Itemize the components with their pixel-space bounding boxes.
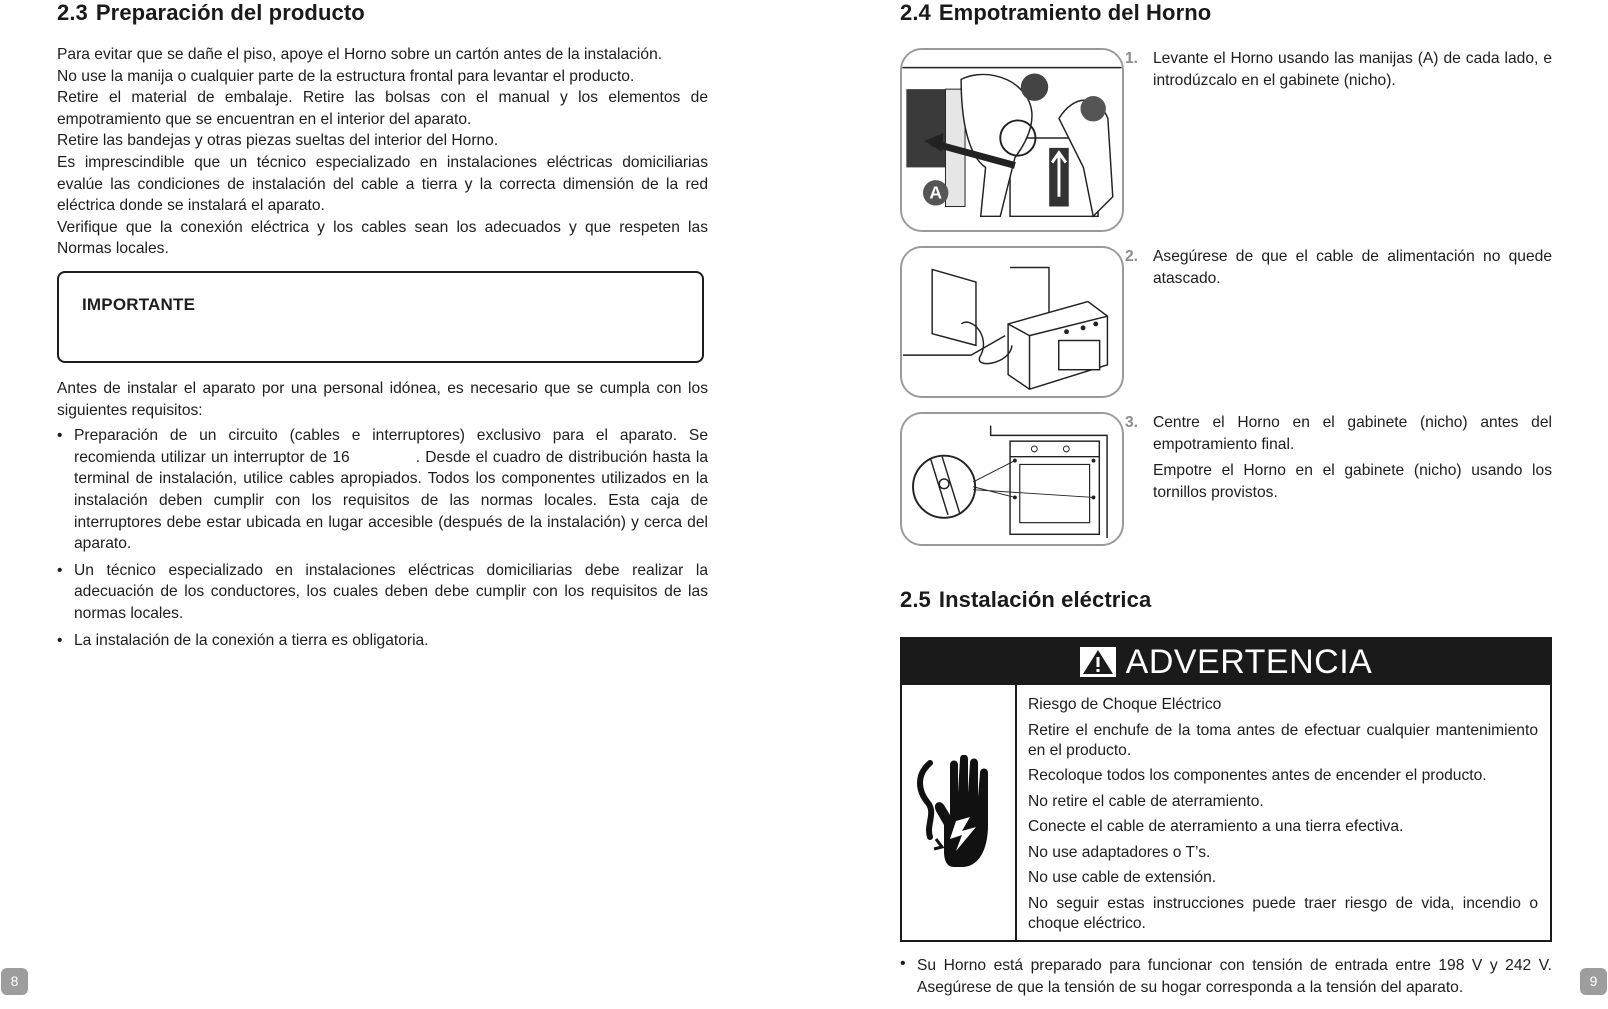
intro-paragraph: Para evitar que se dañe el piso, apoye el Horno sobre un cartón antes de la instalación. bbox=[57, 46, 663, 63]
electric-shock-hand-icon bbox=[912, 755, 1002, 873]
step-instruction: Levante el Horno usando las manijas (A) de cada lado, e introdúzcalo en el gabinete (nicho). bbox=[1153, 50, 1552, 89]
important-title: IMPORTANTE bbox=[82, 295, 196, 314]
voltage-note bbox=[900, 955, 1552, 998]
intro-paragraph: Retire las bandejas y otras piezas sueltas del interior del Horno. bbox=[57, 132, 499, 150]
page-number-left: 8 bbox=[1, 968, 28, 995]
step-number: 1. bbox=[1125, 50, 1139, 67]
step-instruction: Asegúrese de que el cable de alimentación no quede atascado. bbox=[1153, 248, 1552, 287]
bullet-text: Un técnico especializado en instalaciones eléctricas domiciliarias debe realizar la adecuación de los conductores, los cuales deben debe cumplir con los requisitos de las normas locales. bbox=[74, 561, 708, 622]
intro-paragraph: Verifique que la conexión eléctrica y los cables sean los adecuados y que respeten las Normas locales. bbox=[57, 218, 708, 258]
list-item bbox=[57, 630, 708, 652]
right-page bbox=[900, 0, 1552, 996]
requirements-intro: Antes de instalar el aparato por una personal idónea, es necesario que se cumpla con los siguientes requisitos: bbox=[57, 380, 708, 419]
important-box bbox=[57, 271, 704, 363]
bullet-text-cont: . Desde el cuadro de distribución hasta la terminal de instalación, utilice cables apropiados. Todos los componentes utilizados en la instalación deben cumplir con los requisitos de las normas locales. Esta caja de interruptores debe estar ubicada en lugar accesible (después de la instalación) y cerca del aparato. bbox=[74, 448, 708, 553]
warning-line: Retire el enchufe de la toma antes de efectuar cualquier mantenimiento en el producto. bbox=[1028, 721, 1538, 759]
list-item bbox=[57, 425, 708, 555]
step-number: 3. bbox=[1125, 414, 1139, 431]
step-instruction-extra: Empotre el Horno en el gabinete (nicho) usando los tornillos provistos. bbox=[1153, 462, 1552, 501]
intro-paragraph: Es imprescindible que un técnico especializado en instalaciones eléctricas domiciliarias evalúe las condiciones de instalación del cable a tierra y la correcta dimensión de la red eléctrica donde se instalará el aparato. bbox=[57, 153, 708, 215]
step-instruction: Centre el Horno en el gabinete (nicho) antes del empotramiento final. bbox=[1153, 414, 1552, 453]
power-cable-drawing bbox=[902, 248, 1122, 396]
bullet-text: Preparación de un circuito (cables e interruptores) exclusivo para el aparato. Se recomienda utilizar un interruptor de 16 bbox=[74, 427, 708, 466]
intro-text bbox=[57, 44, 708, 260]
bullet: • bbox=[57, 427, 63, 445]
step-text bbox=[1125, 412, 1552, 508]
handle-label: A bbox=[929, 182, 943, 203]
warning-line: Riesgo de Choque Eléctrico bbox=[1028, 696, 1222, 713]
illustration-lift-oven bbox=[900, 48, 1124, 232]
warning-box bbox=[900, 637, 1552, 942]
left-page bbox=[57, 0, 708, 649]
page-number-right: 9 bbox=[1580, 968, 1607, 995]
warning-triangle-icon bbox=[1080, 647, 1116, 677]
step-number: 2. bbox=[1125, 248, 1139, 265]
section-title: Instalación eléctrica bbox=[938, 587, 1152, 612]
section-title: Preparación del producto bbox=[95, 0, 365, 25]
bullet: • bbox=[57, 631, 63, 649]
warning-line: Conecte el cable de aterramiento a una tierra efectiva. bbox=[1028, 818, 1404, 835]
requirements-list bbox=[57, 425, 708, 651]
bullet-text: La instalación de la conexión a tierra es obligatoria. bbox=[74, 631, 429, 649]
bullet: • bbox=[900, 955, 906, 972]
list-item bbox=[57, 560, 708, 625]
bullet: • bbox=[57, 561, 63, 579]
screws-drawing bbox=[902, 414, 1122, 544]
section-number: 2.4 bbox=[900, 0, 931, 25]
warning-lines bbox=[1028, 695, 1538, 939]
section-heading-2-5 bbox=[900, 587, 1151, 613]
illustration-power-cable bbox=[900, 246, 1124, 398]
section-number: 2.5 bbox=[900, 587, 931, 612]
requirements bbox=[57, 378, 708, 656]
illustration-screws bbox=[900, 412, 1124, 546]
section-number: 2.3 bbox=[57, 0, 88, 25]
intro-paragraph: Retire el material de embalaje. Retire las bolsas con el manual y los elementos de empotramiento que se encuentran en el interior del aparato. bbox=[57, 89, 708, 128]
warning-line: Recoloque todos los componentes antes de encender el producto. bbox=[1028, 767, 1487, 784]
warning-line: No use cable de extensión. bbox=[1028, 869, 1217, 886]
section-heading-2-4 bbox=[900, 0, 1552, 26]
warning-line: No retire el cable de aterramiento. bbox=[1028, 792, 1264, 810]
step-text bbox=[1125, 246, 1552, 294]
warning-icon-cell bbox=[902, 685, 1017, 940]
warning-line: No seguir estas instrucciones puede traer riesgo de vida, incendio o choque eléctrico. bbox=[1028, 894, 1538, 932]
warning-header bbox=[902, 639, 1550, 685]
warning-line: No use adaptadores o T’s. bbox=[1028, 843, 1211, 861]
intro-paragraph: No use la manija o cualquier parte de la estructura frontal para levantar el producto. bbox=[57, 67, 635, 85]
step-text bbox=[1125, 48, 1552, 96]
section-title: Empotramiento del Horno bbox=[938, 0, 1212, 25]
voltage-note-text: Su Horno está preparado para funcionar con tensión de entrada entre 198 V y 242 V. Asegúrese de que la tensión de su hogar corresponda a la tensión del aparato. bbox=[917, 957, 1552, 996]
warning-body bbox=[902, 685, 1550, 940]
lift-oven-drawing bbox=[902, 50, 1122, 230]
warning-title: ADVERTENCIA bbox=[1125, 642, 1373, 681]
section-heading-2-3 bbox=[57, 0, 708, 26]
